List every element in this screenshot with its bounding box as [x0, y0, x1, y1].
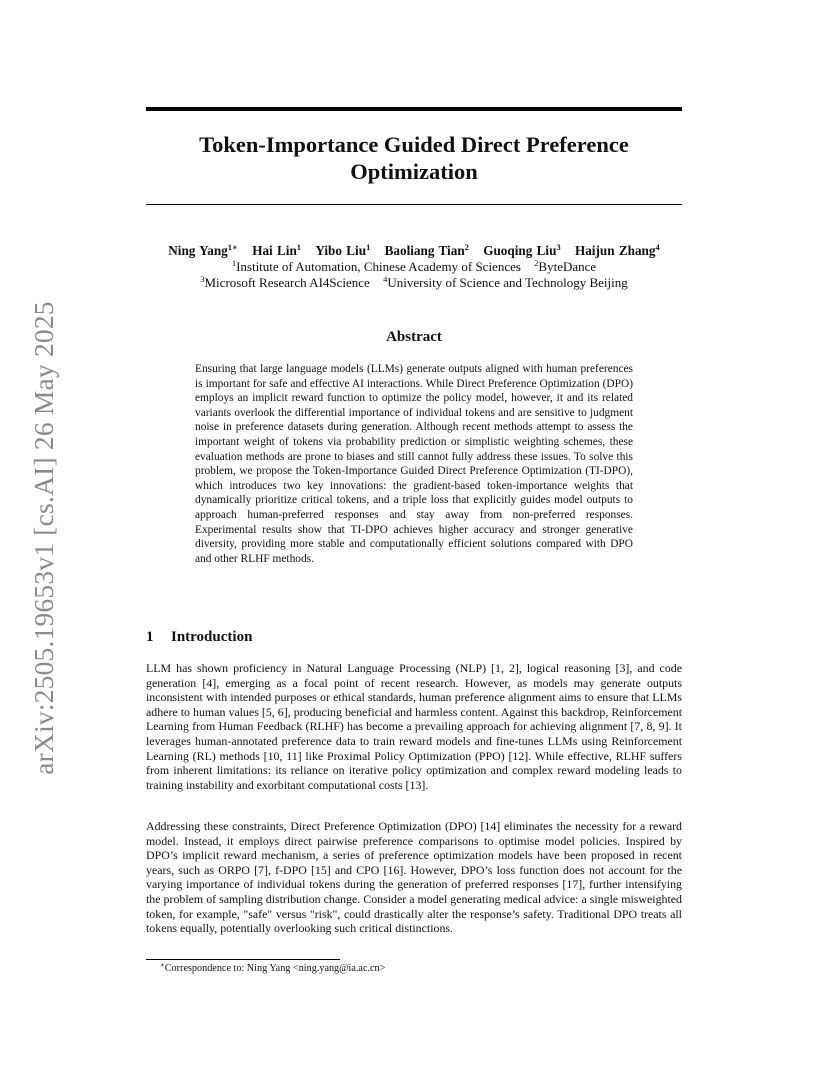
title-top-rule: [146, 107, 682, 111]
paper-title: Token-Importance Guided Direct Preference Optimization: [199, 132, 629, 184]
affiliation-name: Microsoft Research AI4Science: [204, 275, 370, 290]
footnote-marker: ∗: [160, 961, 165, 969]
affiliation-line: [146, 275, 682, 291]
author: [168, 243, 238, 258]
affiliation-name: ByteDance: [538, 259, 597, 274]
section-heading: [146, 628, 252, 646]
affiliation-mark: 1: [231, 258, 237, 268]
arxiv-identifier-stamp: [24, 300, 64, 775]
author: [315, 243, 370, 258]
author-name: Baoliang Tian: [384, 243, 465, 258]
affiliation: [383, 275, 628, 290]
author-affiliation-mark: 3: [556, 242, 561, 252]
section-number: 1: [146, 629, 154, 645]
affiliation: [232, 259, 521, 274]
title-bottom-rule: [146, 204, 682, 205]
section-title: Introduction: [171, 629, 253, 645]
affiliation: [534, 259, 596, 274]
body-paragraph: LLM has shown proficiency in Natural Language Processing (NLP) [1, 2], logical reasoning [3], and code generation [4], emerging as a focal point of recent research. However, as models may generate outputs inconsistent with intended purposes or ethical standards, human preference alignment aims to ensure that LLMs adhere to human values [5, 6], producing beneficial and harmless content. Against this backdrop, Reinforcement Learning from Human Feedback (RLHF) has become a prevailing approach for achieving alignment [7, 8, 9]. It leverages human-annotated preference data to train reward models and fine-tunes LLMs using Reinforcement Learning (RL) methods [10, 11] like Proximal Policy Optimization (PPO) [12]. While effective, RLHF suffers from inherent limitations: its reliance on iterative policy optimization and complex reward modeling leads to training instability and exorbitant computational costs [13].: [146, 661, 682, 792]
author-block: [146, 242, 682, 291]
body-paragraph: Addressing these constraints, Direct Preference Optimization (DPO) [14] eliminates the necessity for a reward model. Instead, it employs direct pairwise preference comparisons to optimise model policies. Inspired by DPO’s implicit reward mechanism, a series of preference optimization models have been proposed in recent years, such as ORPO [7], f-DPO [15] and CPO [16]. However, DPO’s loss function does not account for the varying importance of individual tokens during the generation of preferred responses [17], further intensifying the problem of sampling distribution change. Consider a model generating medical advice: a single misweighted token, for example, "safe" versus "risk", could drastically alter the response’s safety. Traditional DPO treats all tokens equally, potentially overlooking such critical distinctions.: [146, 819, 682, 936]
affiliation-line: [146, 259, 682, 275]
affiliation: [200, 275, 370, 290]
author: [575, 243, 660, 258]
author-name: Guoqing Liu: [483, 243, 557, 258]
author-name: Hai Lin: [252, 243, 297, 258]
abstract-text: Ensuring that large language models (LLMs) generate outputs aligned with human preferences is important for safe and effective AI interactions. While Direct Preference Optimization (DPO) employs an implicit reward function to optimize the policy model, however, it and its related variants overlook the differential importance of individual tokens and are sensitive to judgment noise in preference datasets during generation. Although recent methods attempt to assess the important weight of tokens via probability prediction or simplistic weighting schemes, these evaluation methods are prone to biases and still cannot fully address these issues. To solve this problem, we propose the Token-Importance Guided Direct Preference Optimization (TI-DPO), which introduces two key innovations: the gradient-based token-importance weights that dynamically prioritize critical tokens, and a triple loss that explicitly guides model outputs to approach human-preferred responses and stay away from non-preferred responses. Experimental results show that TI-DPO achieves higher accuracy and stronger generative diversity, providing more stable and computationally efficient solutions compared with DPO and other RLHF methods.: [195, 363, 633, 565]
abstract-heading: Abstract: [386, 329, 442, 345]
author-name: Yibo Liu: [315, 243, 367, 258]
author-list: [146, 242, 682, 259]
arxiv-identifier-text: arXiv:2505.19653v1 [cs.AI] 26 May 2025: [28, 300, 60, 775]
author: [252, 243, 301, 258]
footnote-rule: [146, 959, 340, 960]
affiliation-mark: 3: [200, 274, 205, 284]
footnote-text: Correspondence to: Ning Yang <ning.yang@ia.ac.cn>: [164, 963, 386, 974]
affiliation-name: University of Science and Technology Beijing: [387, 275, 628, 290]
author-affiliation-mark: 1: [296, 242, 302, 252]
author-name: Ning Yang: [168, 243, 228, 258]
author-affiliation-mark: 4: [655, 242, 660, 252]
author-affiliation-mark: 1: [366, 242, 371, 252]
affiliation-name: Institute of Automation, Chinese Academy of Sciences: [236, 259, 521, 274]
affiliation-mark: 4: [383, 274, 388, 284]
affiliation-mark: 2: [534, 258, 539, 268]
author-name: Haijun Zhang: [574, 243, 656, 258]
author: [385, 243, 469, 258]
author: [483, 243, 560, 258]
author-affiliation-mark: 2: [464, 242, 469, 252]
author-affiliation-mark: 1∗: [227, 242, 238, 252]
footnote: [160, 962, 385, 975]
